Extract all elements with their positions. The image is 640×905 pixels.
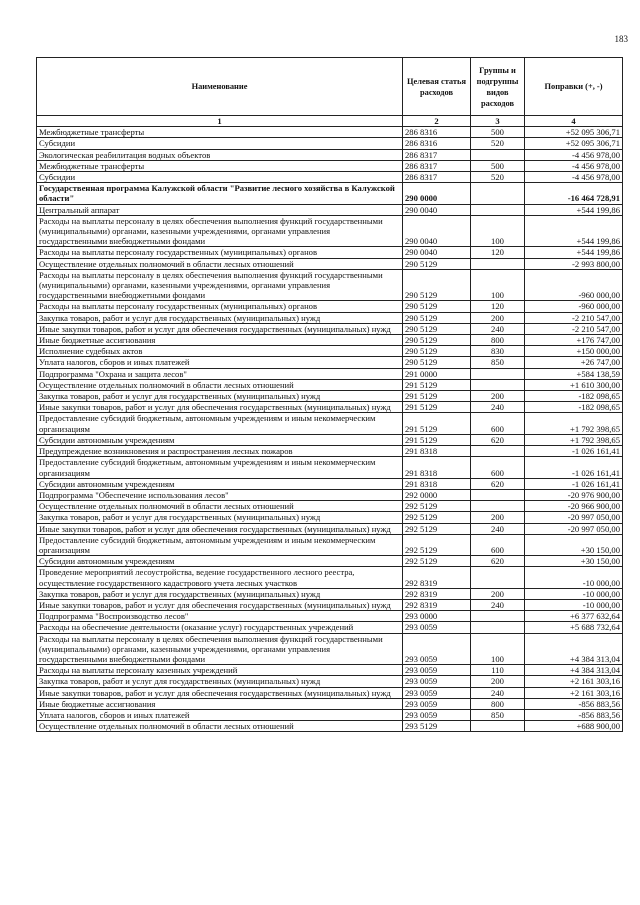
row-name-cell: Субсидии автономным учреждениям (37, 478, 403, 489)
row-amount-cell: +2 161 303,16 (525, 687, 623, 698)
table-row (37, 676, 623, 687)
row-group-cell: 240 (471, 323, 525, 334)
row-group-cell (471, 622, 525, 633)
row-group-cell: 100 (471, 269, 525, 301)
row-code-cell: 293 0059 (403, 698, 471, 709)
row-code-cell: 293 5129 (403, 721, 471, 732)
table-row (37, 523, 623, 534)
table-row (37, 567, 623, 588)
row-code-cell: 293 0059 (403, 676, 471, 687)
row-amount-cell: -1 026 161,41 (525, 446, 623, 457)
row-amount-cell: +5 688 732,64 (525, 622, 623, 633)
row-amount-cell: +176 747,00 (525, 335, 623, 346)
row-code-cell: 292 5129 (403, 523, 471, 534)
row-code-cell: 293 0059 (403, 709, 471, 720)
row-code-cell: 293 0059 (403, 687, 471, 698)
row-group-cell: 600 (471, 413, 525, 434)
row-group-cell: 850 (471, 709, 525, 720)
row-group-cell (471, 611, 525, 622)
row-code-cell: 291 8318 (403, 446, 471, 457)
row-code-cell: 290 5129 (403, 258, 471, 269)
row-group-cell: 100 (471, 215, 525, 247)
table-row (37, 138, 623, 149)
row-code-cell: 291 5129 (403, 413, 471, 434)
header-code: Целевая статья расходов (403, 58, 471, 116)
row-code-cell: 290 5129 (403, 357, 471, 368)
row-group-cell: 500 (471, 127, 525, 138)
header-row (37, 58, 623, 116)
row-group-cell: 240 (471, 523, 525, 534)
table-row (37, 312, 623, 323)
row-group-cell (471, 258, 525, 269)
row-name-cell: Исполнение судебных актов (37, 346, 403, 357)
row-code-cell: 292 5129 (403, 501, 471, 512)
row-name-cell: Осуществление отдельных полномочий в области лесных отношений (37, 258, 403, 269)
row-code-cell: 292 5129 (403, 534, 471, 555)
row-name-cell: Межбюджетные трансферты (37, 127, 403, 138)
row-amount-cell: -4 456 978,00 (525, 172, 623, 183)
table-row (37, 457, 623, 478)
header-group: Группы и подгруппы видов расходов (471, 58, 525, 116)
row-amount-cell: -10 000,00 (525, 599, 623, 610)
row-name-cell: Расходы на обеспечение деятельности (оказание услуг) государственных учреждений (37, 622, 403, 633)
table-row (37, 489, 623, 500)
row-group-cell: 240 (471, 599, 525, 610)
row-group-cell: 200 (471, 512, 525, 523)
row-group-cell: 520 (471, 138, 525, 149)
column-number: 1 (37, 116, 403, 127)
row-group-cell: 110 (471, 665, 525, 676)
column-number: 2 (403, 116, 471, 127)
row-name-cell: Центральный аппарат (37, 204, 403, 215)
row-name-cell: Иные закупки товаров, работ и услуг для обеспечения государственных (муниципальных) нужд (37, 402, 403, 413)
row-amount-cell: -10 000,00 (525, 567, 623, 588)
row-amount-cell: +1 610 300,00 (525, 379, 623, 390)
table-row (37, 269, 623, 301)
table-row (37, 160, 623, 171)
row-amount-cell: -20 966 900,00 (525, 501, 623, 512)
row-amount-cell: -20 997 050,00 (525, 523, 623, 534)
row-group-cell: 830 (471, 346, 525, 357)
table-row (37, 478, 623, 489)
row-group-cell: 600 (471, 534, 525, 555)
row-code-cell: 292 8319 (403, 567, 471, 588)
row-code-cell: 286 8317 (403, 149, 471, 160)
row-name-cell: Проведение мероприятий лесоустройства, ведение государственного лесного реестра, осуществление государственного кадастрового учета лесных участков (37, 567, 403, 588)
row-code-cell: 291 8318 (403, 478, 471, 489)
row-code-cell: 293 0059 (403, 622, 471, 633)
table-row (37, 633, 623, 665)
row-name-cell: Расходы на выплаты персоналу в целях обеспечения выполнения функций государственными (муниципальными) органами, казенными учреждениями, органами управления государственными внебюджетными фондами (37, 633, 403, 665)
row-group-cell (471, 183, 525, 204)
row-name-cell: Иные закупки товаров, работ и услуг для обеспечения государственных (муниципальных) нужд (37, 523, 403, 534)
row-code-cell: 290 0040 (403, 204, 471, 215)
row-amount-cell: -182 098,65 (525, 391, 623, 402)
row-code-cell: 290 5129 (403, 312, 471, 323)
table-row (37, 588, 623, 599)
row-amount-cell: -856 883,56 (525, 698, 623, 709)
row-name-cell: Субсидии (37, 138, 403, 149)
row-code-cell: 286 8317 (403, 172, 471, 183)
table-row (37, 611, 623, 622)
row-group-cell: 100 (471, 633, 525, 665)
row-code-cell: 290 0040 (403, 215, 471, 247)
row-amount-cell: +4 384 313,04 (525, 633, 623, 665)
row-code-cell: 290 0000 (403, 183, 471, 204)
table-row (37, 665, 623, 676)
column-number: 3 (471, 116, 525, 127)
row-group-cell: 520 (471, 172, 525, 183)
column-number-row (37, 116, 623, 127)
table-row (37, 323, 623, 334)
table-row (37, 258, 623, 269)
row-group-cell: 800 (471, 335, 525, 346)
row-amount-cell: -1 026 161,41 (525, 478, 623, 489)
row-code-cell: 293 0059 (403, 633, 471, 665)
row-code-cell: 291 0000 (403, 368, 471, 379)
table-row (37, 379, 623, 390)
table-row (37, 368, 623, 379)
table-row (37, 204, 623, 215)
row-name-cell: Закупка товаров, работ и услуг для государственных (муниципальных) нужд (37, 676, 403, 687)
row-name-cell: Государственная программа Калужской области "Развитие лесного хозяйства в Калужской области" (37, 183, 403, 204)
row-group-cell: 200 (471, 676, 525, 687)
row-name-cell: Закупка товаров, работ и услуг для государственных (муниципальных) нужд (37, 588, 403, 599)
table-row (37, 512, 623, 523)
row-amount-cell: +688 900,00 (525, 721, 623, 732)
table-row (37, 172, 623, 183)
row-group-cell (471, 446, 525, 457)
row-amount-cell: +30 150,00 (525, 556, 623, 567)
row-amount-cell: -20 997 050,00 (525, 512, 623, 523)
row-name-cell: Расходы на выплаты персоналу государственных (муниципальных) органов (37, 301, 403, 312)
row-name-cell: Межбюджетные трансферты (37, 160, 403, 171)
row-amount-cell: -960 000,00 (525, 269, 623, 301)
row-code-cell: 291 8318 (403, 457, 471, 478)
row-name-cell: Экологическая реабилитация водных объектов (37, 149, 403, 160)
row-group-cell (471, 501, 525, 512)
row-code-cell: 292 5129 (403, 556, 471, 567)
row-amount-cell: +52 095 306,71 (525, 138, 623, 149)
row-code-cell: 292 5129 (403, 512, 471, 523)
row-amount-cell: +150 000,00 (525, 346, 623, 357)
table-row (37, 215, 623, 247)
row-code-cell: 292 8319 (403, 599, 471, 610)
row-group-cell: 240 (471, 402, 525, 413)
row-amount-cell: +544 199,86 (525, 247, 623, 258)
row-amount-cell: -2 210 547,00 (525, 312, 623, 323)
row-amount-cell: +6 377 632,64 (525, 611, 623, 622)
row-group-cell (471, 489, 525, 500)
table-row (37, 183, 623, 204)
row-amount-cell: +52 095 306,71 (525, 127, 623, 138)
table-row (37, 346, 623, 357)
table-row (37, 357, 623, 368)
row-code-cell: 286 8317 (403, 160, 471, 171)
row-group-cell (471, 368, 525, 379)
row-amount-cell: +544 199,86 (525, 204, 623, 215)
row-code-cell: 292 0000 (403, 489, 471, 500)
row-amount-cell: +1 792 398,65 (525, 413, 623, 434)
row-name-cell: Подпрограмма "Охрана и защита лесов" (37, 368, 403, 379)
page-number: 183 (614, 34, 628, 44)
row-group-cell: 120 (471, 247, 525, 258)
row-code-cell: 291 5129 (403, 402, 471, 413)
table-row (37, 687, 623, 698)
row-name-cell: Осуществление отдельных полномочий в области лесных отношений (37, 721, 403, 732)
row-amount-cell: -1 026 161,41 (525, 457, 623, 478)
row-amount-cell: +4 384 313,04 (525, 665, 623, 676)
header-amount: Поправки (+, -) (525, 58, 623, 116)
row-name-cell: Подпрограмма "Обеспечение использования лесов" (37, 489, 403, 500)
row-code-cell: 290 5129 (403, 346, 471, 357)
row-name-cell: Расходы на выплаты персоналу в целях обеспечения выполнения функций государственными (муниципальными) органами, казенными учреждениями, органами управления государственными внебюджетными фондами (37, 269, 403, 301)
row-code-cell: 291 5129 (403, 391, 471, 402)
row-name-cell: Закупка товаров, работ и услуг для государственных (муниципальных) нужд (37, 391, 403, 402)
row-group-cell (471, 204, 525, 215)
table-row (37, 721, 623, 732)
row-name-cell: Иные бюджетные ассигнования (37, 335, 403, 346)
row-name-cell: Предупреждение возникновения и распространения лесных пожаров (37, 446, 403, 457)
table-row (37, 501, 623, 512)
table-row (37, 556, 623, 567)
row-group-cell: 620 (471, 434, 525, 445)
row-group-cell: 850 (471, 357, 525, 368)
row-code-cell: 293 0059 (403, 665, 471, 676)
table-row (37, 622, 623, 633)
row-amount-cell: +30 150,00 (525, 534, 623, 555)
row-name-cell: Предоставление субсидий бюджетным, автономным учреждениям и иным некоммерческим организациям (37, 413, 403, 434)
table-row (37, 434, 623, 445)
row-group-cell: 620 (471, 478, 525, 489)
row-amount-cell: +26 747,00 (525, 357, 623, 368)
row-name-cell: Субсидии (37, 172, 403, 183)
row-code-cell: 292 8319 (403, 588, 471, 599)
row-code-cell: 290 5129 (403, 301, 471, 312)
row-name-cell: Предоставление субсидий бюджетным, автономным учреждениям и иным некоммерческим организациям (37, 534, 403, 555)
row-group-cell: 120 (471, 301, 525, 312)
table-row (37, 127, 623, 138)
row-code-cell: 286 8316 (403, 127, 471, 138)
row-group-cell: 600 (471, 457, 525, 478)
row-name-cell: Уплата налогов, сборов и иных платежей (37, 709, 403, 720)
table-row (37, 301, 623, 312)
row-group-cell: 200 (471, 312, 525, 323)
row-amount-cell: -856 883,56 (525, 709, 623, 720)
row-group-cell: 200 (471, 588, 525, 599)
row-code-cell: 290 0040 (403, 247, 471, 258)
row-code-cell: 290 5129 (403, 269, 471, 301)
row-name-cell: Иные закупки товаров, работ и услуг для обеспечения государственных (муниципальных) нужд (37, 687, 403, 698)
row-amount-cell: -4 456 978,00 (525, 160, 623, 171)
row-name-cell: Субсидии автономным учреждениям (37, 434, 403, 445)
row-name-cell: Расходы на выплаты персоналу государственных (муниципальных) органов (37, 247, 403, 258)
row-amount-cell: -2 993 800,00 (525, 258, 623, 269)
table-row (37, 413, 623, 434)
table-row (37, 698, 623, 709)
row-amount-cell: +584 138,59 (525, 368, 623, 379)
row-group-cell (471, 721, 525, 732)
row-amount-cell: -960 000,00 (525, 301, 623, 312)
row-group-cell: 800 (471, 698, 525, 709)
row-name-cell: Осуществление отдельных полномочий в области лесных отношений (37, 501, 403, 512)
row-code-cell: 290 5129 (403, 323, 471, 334)
row-group-cell (471, 149, 525, 160)
row-group-cell: 500 (471, 160, 525, 171)
row-code-cell: 291 5129 (403, 434, 471, 445)
row-group-cell: 200 (471, 391, 525, 402)
row-code-cell: 286 8316 (403, 138, 471, 149)
row-name-cell: Закупка товаров, работ и услуг для государственных (муниципальных) нужд (37, 312, 403, 323)
row-group-cell: 240 (471, 687, 525, 698)
row-group-cell (471, 379, 525, 390)
row-amount-cell: -10 000,00 (525, 588, 623, 599)
table-row (37, 335, 623, 346)
table-row (37, 534, 623, 555)
row-amount-cell: -182 098,65 (525, 402, 623, 413)
row-name-cell: Осуществление отдельных полномочий в области лесных отношений (37, 379, 403, 390)
row-amount-cell: +544 199,86 (525, 215, 623, 247)
budget-table (36, 57, 623, 732)
table-row (37, 402, 623, 413)
row-name-cell: Иные бюджетные ассигнования (37, 698, 403, 709)
row-name-cell: Закупка товаров, работ и услуг для государственных (муниципальных) нужд (37, 512, 403, 523)
row-amount-cell: -16 464 728,91 (525, 183, 623, 204)
row-name-cell: Иные закупки товаров, работ и услуг для обеспечения государственных (муниципальных) нужд (37, 599, 403, 610)
row-code-cell: 290 5129 (403, 335, 471, 346)
row-name-cell: Уплата налогов, сборов и иных платежей (37, 357, 403, 368)
row-amount-cell: +2 161 303,16 (525, 676, 623, 687)
row-name-cell: Подпрограмма "Воспроизводство лесов" (37, 611, 403, 622)
header-name: Наименование (37, 58, 403, 116)
row-group-cell (471, 567, 525, 588)
row-group-cell: 620 (471, 556, 525, 567)
row-name-cell: Расходы на выплаты персоналу казенных учреждений (37, 665, 403, 676)
table-row (37, 709, 623, 720)
row-name-cell: Субсидии автономным учреждениям (37, 556, 403, 567)
table-row (37, 149, 623, 160)
table-row (37, 599, 623, 610)
row-name-cell: Иные закупки товаров, работ и услуг для обеспечения государственных (муниципальных) нужд (37, 323, 403, 334)
table-row (37, 446, 623, 457)
row-name-cell: Предоставление субсидий бюджетным, автономным учреждениям и иным некоммерческим организациям (37, 457, 403, 478)
row-name-cell: Расходы на выплаты персоналу в целях обеспечения выполнения функций государственными (муниципальными) органами, казенными учреждениями, органами управления государственными внебюджетными фондами (37, 215, 403, 247)
row-code-cell: 291 5129 (403, 379, 471, 390)
row-amount-cell: -4 456 978,00 (525, 149, 623, 160)
row-amount-cell: -20 976 900,00 (525, 489, 623, 500)
row-amount-cell: -2 210 547,00 (525, 323, 623, 334)
table-row (37, 391, 623, 402)
table-row (37, 247, 623, 258)
row-code-cell: 293 0000 (403, 611, 471, 622)
column-number: 4 (525, 116, 623, 127)
row-amount-cell: +1 792 398,65 (525, 434, 623, 445)
